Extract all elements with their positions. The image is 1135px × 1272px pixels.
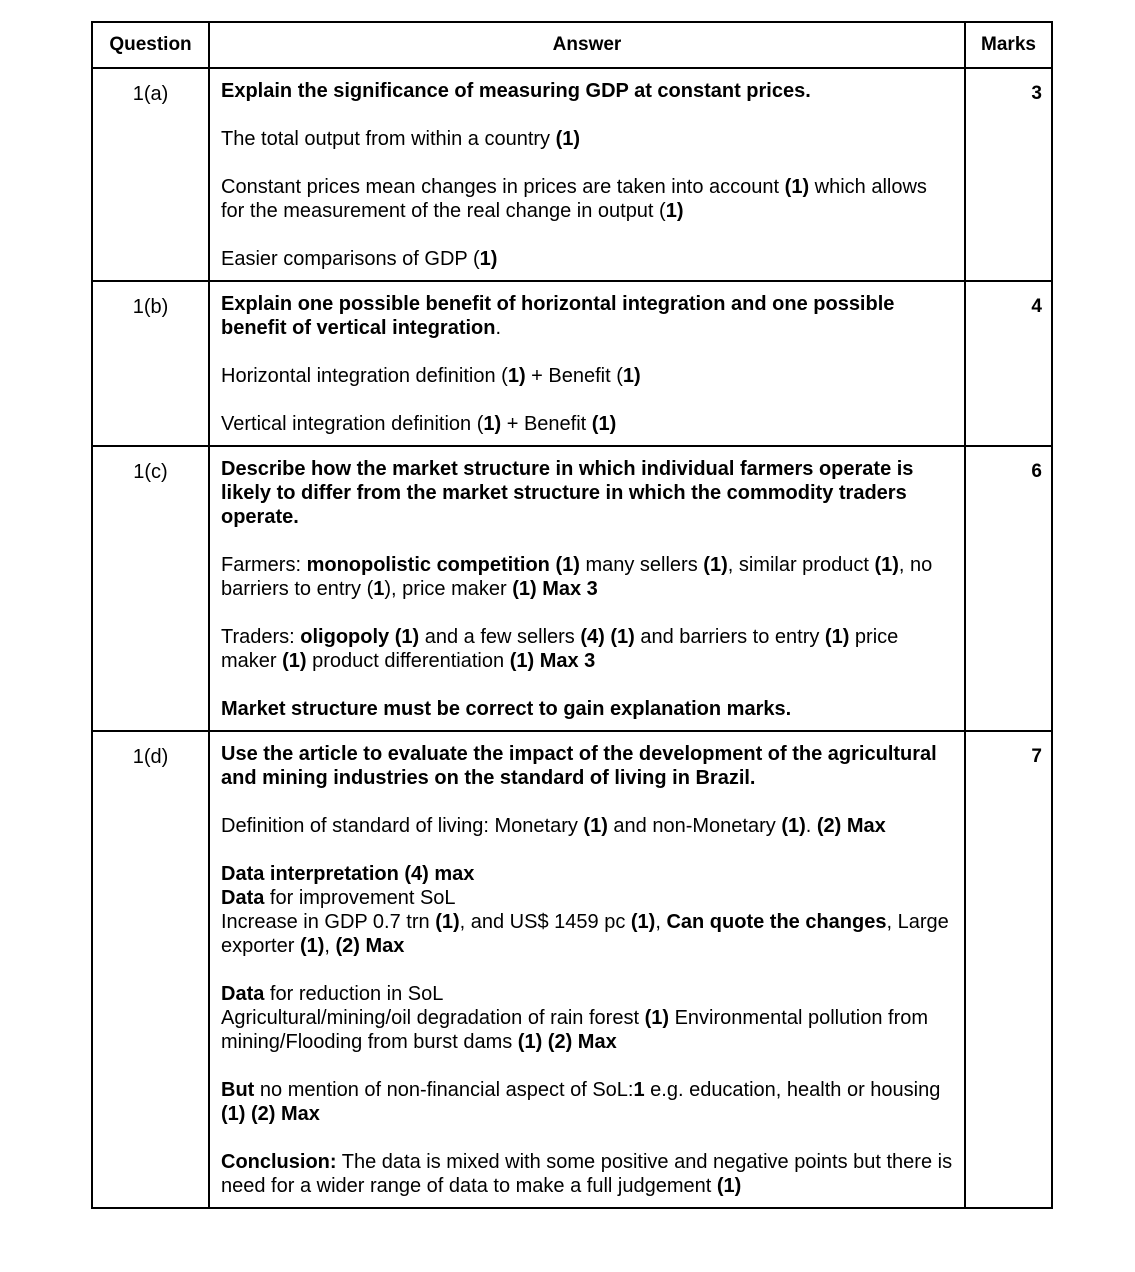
- answer-point: But no mention of non-financial aspect of SoL:1 e.g. education, health or housing (1) (2) Max: [221, 1079, 941, 1125]
- mark-scheme-table: [91, 21, 1053, 1209]
- answer-conclusion: Conclusion: The data is mixed with some positive and negative points but there is need for a wider range of data to make a full judgement (1): [221, 1151, 953, 1197]
- marks-value: 4: [965, 281, 1052, 446]
- question-prompt: Explain one possible benefit of horizontal integration and one possible benefit of vertical integration.: [221, 293, 895, 339]
- answer-point: Farmers: monopolistic competition (1) many sellers (1), similar product (1), no barriers to entry (1), price maker (1) Max 3: [221, 554, 933, 600]
- question-header: Question: [92, 22, 209, 68]
- question-number: 1(b): [92, 281, 209, 446]
- marks-value: 6: [965, 446, 1052, 731]
- answer-point: Horizontal integration definition (1) + Benefit (1): [221, 365, 641, 387]
- answer-point: Vertical integration definition (1) + Benefit (1): [221, 413, 617, 435]
- answer-point: Traders: oligopoly (1) and a few sellers (4) (1) and barriers to entry (1) price maker (1) product differentiation (1) Max 3: [221, 626, 899, 672]
- answer-cell: [209, 446, 965, 731]
- answer-point: Data for reduction in SoL Agricultural/mining/oil degradation of rain forest (1) Environmental pollution from mining/Flooding from burst dams (1) (2) Max: [221, 983, 929, 1053]
- answer-header: Answer: [209, 22, 965, 68]
- answer-note: Market structure must be correct to gain explanation marks.: [221, 698, 792, 720]
- answer-point: Constant prices mean changes in prices are taken into account (1) which allows for the measurement of the real change in output (1): [221, 176, 927, 222]
- marks-value: 7: [965, 731, 1052, 1208]
- question-prompt: Describe how the market structure in which individual farmers operate is likely to differ from the market structure in which the commodity traders operate.: [221, 458, 914, 528]
- question-number: 1(c): [92, 446, 209, 731]
- question-prompt: Explain the significance of measuring GDP at constant prices.: [221, 80, 811, 102]
- table-row: [92, 731, 1052, 1208]
- header-row: [92, 22, 1052, 68]
- question-number: 1(d): [92, 731, 209, 1208]
- answer-point: Definition of standard of living: Monetary (1) and non-Monetary (1). (2) Max: [221, 815, 886, 837]
- marks-header: Marks: [965, 22, 1052, 68]
- marks-value: 3: [965, 68, 1052, 281]
- section-heading: Data interpretation (4) max: [221, 863, 475, 885]
- table-row: [92, 446, 1052, 731]
- table-row: [92, 68, 1052, 281]
- table-row: [92, 281, 1052, 446]
- answer-point: Easier comparisons of GDP (1): [221, 248, 498, 270]
- question-prompt: Use the article to evaluate the impact of the development of the agricultural and mining industries on the standard of living in Brazil.: [221, 743, 937, 789]
- answer-point: Data interpretation (4) max Data for improvement SoL Increase in GDP 0.7 trn (1), and US$ 1459 pc (1), Can quote the changes, Large exporter (1), (2) Max: [221, 863, 949, 957]
- answer-point: The total output from within a country (1): [221, 128, 581, 150]
- question-number: 1(a): [92, 68, 209, 281]
- answer-cell: [209, 68, 965, 281]
- answer-cell: [209, 281, 965, 446]
- answer-cell: [209, 731, 965, 1208]
